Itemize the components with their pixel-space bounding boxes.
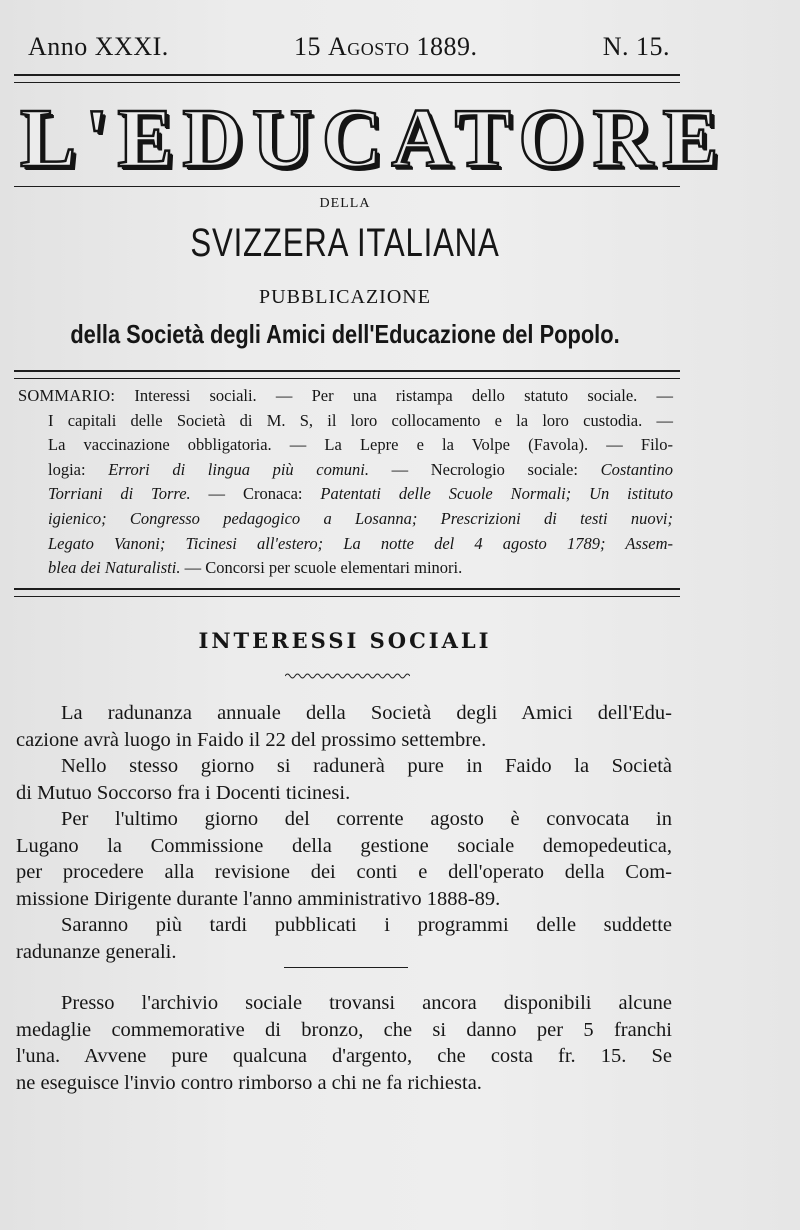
masthead-society: della Società degli Amici dell'Educazione del Popolo.: [70, 319, 620, 349]
toc-line: Torriani di Torre. — Cronaca: Patentati delle Scuole Normali; Un istituto: [48, 484, 673, 504]
section-title: INTERESSI SOCIALI: [198, 628, 492, 653]
toc-line: logia: Errori di lingua più comuni. — Necrologio sociale: Costantino: [48, 459, 673, 479]
masthead-subtitle: SVIZZERA ITALIANA: [190, 221, 500, 265]
masthead-pubblicazione: PUBBLICAZIONE: [259, 286, 431, 308]
volume-year: Anno XXXI.: [28, 32, 169, 61]
toc-line: I capitali delle Società di M. S, il loro collocamento e la loro custodia. —: [48, 410, 673, 430]
issue-header: [28, 32, 670, 62]
table-of-contents: [18, 384, 673, 581]
toc-line: igienico; Congresso pedagogico a Losanna; Prescrizioni di testi nuovi;: [48, 508, 673, 528]
paragraph: La radunanza annuale della Società degli Amici dell'Edu- cazione avrà luogo in Faido il 22 del prossimo settembre.: [16, 702, 672, 751]
paragraph-separator: [284, 967, 408, 968]
issue-number: N. 15.: [602, 32, 670, 61]
paragraph: Nello stesso giorno si radunerà pure in Faido la Società di Mutuo Soccorso fra i Docenti ticinesi.: [16, 755, 672, 804]
paragraph: Per l'ultimo giorno del corrente agosto è convocata in Lugano la Commissione della gestione sociale demopedeutica, per procedere alla revisione dei conti e dell'operato della Com- missione Dirigente durante l'anno amministrativo 1888-89.: [16, 808, 672, 910]
sommario-top-rule: [14, 370, 680, 379]
header-rule: [14, 74, 680, 83]
paragraph: Presso l'archivio sociale trovansi ancora disponibili alcune medaglie commemorative di bronzo, che si danno per 5 franchi l'una. Avvene pure qualcuna d'argento, che costa fr. 15. Se ne eseguisce l'invio contro rimborso a chi ne fa richiesta.: [16, 992, 672, 1094]
masthead-title: L'EDUCATORE: [20, 92, 728, 185]
masthead-rule: [14, 186, 680, 187]
issue-month: Agosto: [328, 32, 410, 61]
toc-line: Legato Vanoni; Ticinesi all'estero; La notte del 4 agosto 1789; Assem-: [48, 533, 673, 553]
toc-line: SOMMARIO: Interessi sociali. — Per una ristampa dello statuto sociale. —: [18, 386, 673, 405]
issue-date: [294, 32, 477, 62]
masthead-della: DELLA: [319, 196, 371, 211]
sommario-bottom-rule: [14, 588, 680, 597]
issue-year: 1889.: [416, 32, 478, 61]
toc-line: La vaccinazione obbligatoria. — La Lepre e la Volpe (Favola). — Filo-: [48, 435, 673, 455]
wavy-ornament: [285, 672, 410, 680]
paragraph: Saranno più tardi pubblicati i programmi delle suddette radunanze generali.: [16, 914, 672, 963]
issue-day: 15: [294, 32, 321, 61]
toc-label: SOMMARIO:: [18, 386, 116, 405]
toc-line: blea dei Naturalisti. — Concorsi per scuole elementari minori.: [48, 558, 463, 578]
